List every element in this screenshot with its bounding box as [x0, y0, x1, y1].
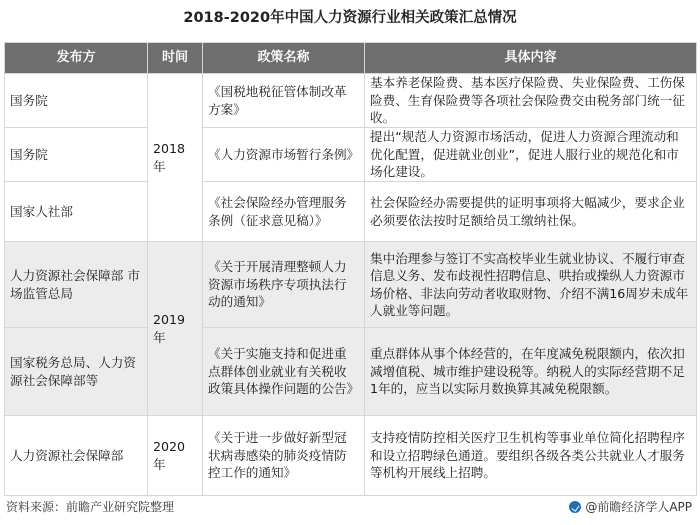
content-cell: 基本养老保险费、基本医疗保险费、失业保险费、工伤保险费、生育保险费等各项社会保险费交由税务部门统一征收。 — [365, 74, 697, 128]
issuer-cell: 国务院 — [5, 74, 148, 128]
year-cell: 2018年 — [148, 74, 203, 242]
content-cell: 支持疫情防控相关医疗卫生机构等事业单位简化招聘程序和设立招聘绿色通道。要组织各级各类公共就业人才服务等机构开展线上招聘。 — [365, 416, 697, 496]
issuer-cell: 人力资源社会保障部 — [5, 416, 148, 496]
brand-credit — [569, 498, 692, 515]
table-row — [5, 328, 697, 416]
table-row — [5, 128, 697, 182]
content-cell: 重点群体从事个体经营的，在年度减免税限额内，依次扣减增值税、城市维护建设税等。纳税人的实际经营期不足1年的，应当以实际月数换算其减免税限额。 — [365, 328, 697, 416]
policy-name-cell: 《关于进一步做好新型冠状病毒感染的肺炎疫情防控工作的通知》 — [203, 416, 365, 496]
policy-name-cell: 《国税地税征管体制改革方案》 — [203, 74, 365, 128]
issuer-cell: 人力资源社会保障部 市场监管总局 — [5, 242, 148, 328]
table-header-row — [5, 43, 697, 74]
content-cell: 社会保险经办需要提供的证明事项将大幅减少，要求企业必须要依法按时足额给员工缴纳社保。 — [365, 182, 697, 242]
content-cell: 提出“规范人力资源市场活动，促进人力资源合理流动和优化配置，促进就业创业”，促进人服行业的规范化和市场化建设。 — [365, 128, 697, 182]
page-title: 2018-2020年中国人力资源行业相关政策汇总情况 — [183, 10, 517, 26]
content-cell: 集中治理参与签订不实高校毕业生就业协议、不履行审查信息义务、发布歧视性招聘信息、哄抬或操纵人力资源市场价格、非法向劳动者收取财物、介绍不满16周岁未成年人就业等问题。 — [365, 242, 697, 328]
issuer-cell: 国务院 — [5, 128, 148, 182]
policy-name-cell: 《关于实施支持和促进重点群体创业就业有关税收政策具体操作问题的公告》 — [203, 328, 365, 416]
year-cell: 2019年 — [148, 242, 203, 416]
policy-name-cell: 《关于开展清理整顿人力资源市场秩序专项执法行动的通知》 — [203, 242, 365, 328]
table-row — [5, 182, 697, 242]
table-row — [5, 74, 697, 128]
brand-text: @前瞻经济学人APP — [585, 500, 692, 514]
policy-name-cell: 《人力资源市场暂行条例》 — [203, 128, 365, 182]
footer — [4, 498, 696, 518]
source-note: 资料来源：前瞻产业研究院整理 — [6, 500, 175, 514]
year-cell: 2020年 — [148, 416, 203, 496]
header-policy-name: 政策名称 — [203, 43, 365, 74]
header-issuer: 发布方 — [5, 43, 148, 74]
table-row — [5, 416, 697, 496]
header-time: 时间 — [148, 43, 203, 74]
policy-table — [4, 42, 697, 496]
table-row — [5, 242, 697, 328]
issuer-cell: 国家税务总局、人力资源社会保障部等 — [5, 328, 148, 416]
header-content: 具体内容 — [365, 43, 697, 74]
qianzhan-logo-icon — [569, 501, 581, 513]
issuer-cell: 国家人社部 — [5, 182, 148, 242]
policy-name-cell: 《社会保险经办管理服务条例（征求意见稿）》 — [203, 182, 365, 242]
